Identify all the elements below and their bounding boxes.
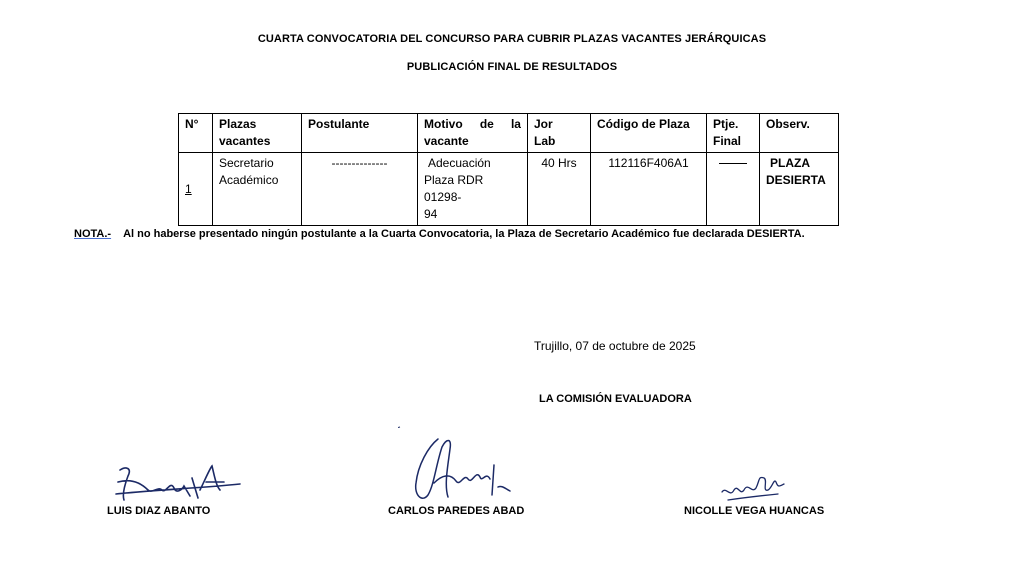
cell-jor: 40 Hrs — [528, 153, 591, 226]
header-motivo — [418, 114, 528, 153]
cell-observ-line2: DESIERTA — [766, 173, 826, 187]
note-text: Al no haberse presentado ningún postulante a la Cuarta Convocatoria, la Plaza de Secretario Académico fue declarada DESIERTA. — [123, 228, 805, 240]
header-jor-line1: Jor — [534, 117, 553, 131]
header-motivo-w2: de — [479, 117, 494, 131]
document-subtitle: PUBLICACIÓN FINAL DE RESULTADOS — [406, 61, 618, 73]
note-paragraph — [74, 228, 805, 240]
cell-postulante: -------------- — [302, 153, 418, 226]
header-ptje-line1: Ptje. — [713, 117, 739, 131]
header-plazas-line1: Plazas — [219, 117, 257, 131]
cell-motivo — [418, 153, 528, 226]
cell-plaza — [213, 153, 302, 226]
header-plazas — [213, 114, 302, 153]
cell-plaza-line1: Secretario — [219, 156, 274, 170]
empty-score-line — [719, 163, 747, 164]
header-jor-line2: Lab — [534, 134, 556, 148]
table-header-row — [179, 114, 839, 153]
cell-ptje — [707, 153, 760, 226]
header-codigo: Código de Plaza — [591, 114, 707, 153]
header-num: N° — [179, 114, 213, 153]
signature-1 — [112, 460, 247, 510]
cell-codigo: 112116F406A1 — [591, 153, 707, 226]
signer-name-1: LUIS DIAZ ABANTO — [107, 505, 211, 517]
signature-3 — [718, 470, 788, 506]
header-jor — [528, 114, 591, 153]
cell-motivo-line3: 94 — [424, 207, 438, 221]
header-plazas-line2: vacantes — [219, 134, 271, 148]
header-postulante: Postulante — [302, 114, 418, 153]
document-title: CUARTA CONVOCATORIA DEL CONCURSO PARA CUBRIR PLAZAS VACANTES JERÁRQUICAS — [257, 33, 767, 45]
results-table — [178, 113, 839, 226]
cell-num: 1 — [179, 153, 213, 226]
cell-motivo-line2: Plaza RDR 01298- — [424, 173, 484, 204]
header-ptje-line2: Final — [713, 134, 742, 148]
cell-motivo-line1: Adecuación — [428, 156, 491, 170]
table-row — [179, 153, 839, 226]
signer-name-2: CARLOS PAREDES ABAD — [388, 505, 525, 517]
cell-plaza-line2: Académico — [219, 173, 279, 187]
cell-observ-line1: PLAZA — [770, 156, 810, 170]
cell-observ — [760, 153, 839, 226]
header-motivo-w1: Motivo — [424, 117, 463, 131]
signer-name-3: NICOLLE VEGA HUANCAS — [684, 505, 825, 517]
document-date: Trujillo, 07 de octubre de 2025 — [534, 339, 696, 353]
signature-2 — [398, 425, 518, 507]
header-observ: Observ. — [760, 114, 839, 153]
header-ptje — [707, 114, 760, 153]
header-motivo-w3: la — [510, 117, 521, 131]
commission-heading: LA COMISIÓN EVALUADORA — [539, 393, 692, 405]
header-motivo-line2: vacante — [424, 134, 469, 148]
note-label: NOTA.- — [74, 228, 112, 240]
